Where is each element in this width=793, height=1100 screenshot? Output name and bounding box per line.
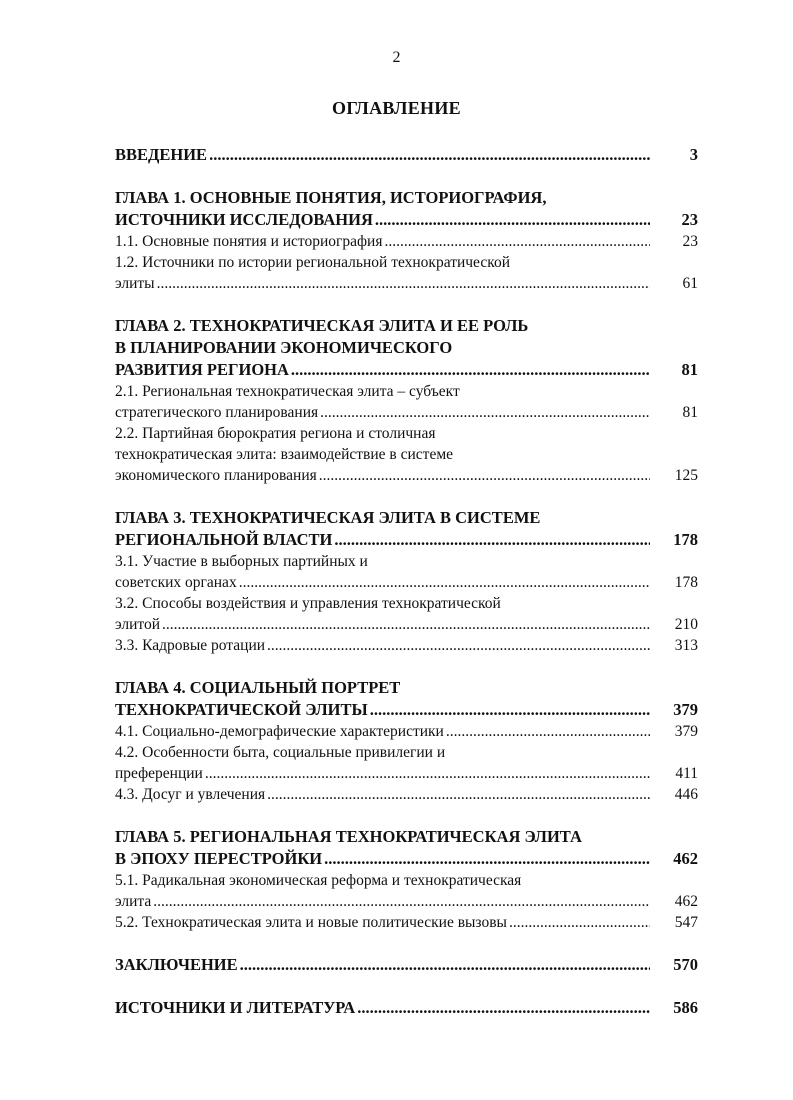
section-title-line: 4.2. Особенности быта, социальные привилегии и — [115, 744, 446, 761]
page-ref: 23 — [682, 233, 698, 250]
toc-section[interactable] — [115, 742, 698, 784]
page-ref: 462 — [673, 849, 698, 868]
dot-leader — [291, 359, 650, 381]
section-title-line: элиты — [115, 275, 155, 292]
entry-title: ИСТОЧНИКИ И ЛИТЕРАТУРА — [115, 998, 356, 1017]
section-title-line: 4.3. Досуг и увлечения — [115, 786, 266, 803]
chapter-heading[interactable] — [115, 826, 698, 870]
dot-leader — [267, 635, 650, 656]
entry-title: ЗАКЛЮЧЕНИЕ — [115, 955, 238, 974]
toc-chapter-3 — [115, 507, 698, 656]
dot-leader — [446, 721, 650, 742]
section-title-line: элитой — [115, 616, 161, 633]
dot-leader — [153, 891, 650, 912]
chapter-title-line: В ПЛАНИРОВАНИИ ЭКОНОМИЧЕСКОГО — [115, 338, 453, 357]
toc-section[interactable] — [115, 551, 698, 593]
dot-leader — [509, 912, 650, 933]
dot-leader — [157, 273, 650, 294]
section-title-line: преференции — [115, 765, 203, 782]
dot-leader — [384, 231, 650, 252]
page-ref: 379 — [674, 723, 698, 740]
chapter-heading[interactable] — [115, 507, 698, 551]
toc-chapter-4 — [115, 677, 698, 805]
page-ref: 547 — [674, 914, 698, 931]
dot-leader — [162, 614, 650, 635]
toc-section[interactable] — [115, 252, 698, 294]
chapter-heading[interactable] — [115, 187, 698, 231]
toc-section[interactable] — [115, 381, 698, 423]
page-ref: 462 — [674, 893, 698, 910]
section-title-line: 3.2. Способы воздействия и управления технократической — [115, 595, 501, 612]
table-of-contents — [115, 144, 698, 1040]
page-number: 2 — [392, 49, 401, 66]
dot-leader — [370, 699, 650, 721]
section-title-line: стратегического планирования — [115, 404, 319, 421]
section-title-line: экономического планирования — [115, 467, 317, 484]
page-ref: 178 — [674, 574, 698, 591]
section-title-line: 3.1. Участие в выборных партийных и — [115, 553, 368, 570]
page-ref: 23 — [681, 210, 698, 229]
chapter-title-line: ИСТОЧНИКИ ИССЛЕДОВАНИЯ — [115, 210, 373, 229]
section-title-line: 1.2. Источники по истории региональной технократической — [115, 254, 510, 271]
page-ref: 81 — [682, 404, 698, 421]
chapter-title-line: В ЭПОХУ ПЕРЕСТРОЙКИ — [115, 849, 323, 868]
toc-section[interactable] — [115, 721, 698, 742]
section-title-line: 2.2. Партийная бюрократия региона и столичная — [115, 425, 436, 442]
page-ref: 61 — [682, 275, 698, 292]
toc-section[interactable] — [115, 231, 698, 252]
section-title-line: технократическая элита: взаимодействие в системе — [115, 446, 454, 463]
chapter-title-line: РАЗВИТИЯ РЕГИОНА — [115, 360, 289, 379]
page-ref: 81 — [681, 360, 698, 379]
page-ref: 411 — [675, 765, 698, 782]
toc-section[interactable] — [115, 423, 698, 486]
dot-leader — [375, 209, 650, 231]
section-title-line: элита — [115, 893, 152, 910]
toc-entry-introduction[interactable] — [115, 144, 698, 166]
section-title-line: 3.3. Кадровые ротации — [115, 637, 266, 654]
toc-section[interactable] — [115, 635, 698, 656]
page-ref: 125 — [674, 467, 698, 484]
dot-leader — [267, 784, 650, 805]
page-ref: 379 — [673, 700, 698, 719]
dot-leader — [334, 529, 650, 551]
chapter-title-line: ГЛАВА 1. ОСНОВНЫЕ ПОНЯТИЯ, ИСТОРИОГРАФИЯ, — [115, 188, 547, 207]
toc-section[interactable] — [115, 593, 698, 635]
page-ref: 313 — [674, 637, 698, 654]
chapter-title-line: ГЛАВА 5. РЕГИОНАЛЬНАЯ ТЕХНОКРАТИЧЕСКАЯ ЭЛИТА — [115, 827, 582, 846]
dot-leader — [319, 465, 650, 486]
section-title-line: советских органах — [115, 574, 237, 591]
toc-section[interactable] — [115, 870, 698, 912]
dot-leader — [240, 954, 650, 976]
page-ref: 586 — [673, 998, 698, 1017]
section-title-line: 5.2. Технократическая элита и новые политические вызовы — [115, 914, 507, 931]
page-title: ОГЛАВЛЕНИЕ — [332, 98, 461, 118]
chapter-title-line: ГЛАВА 2. ТЕХНОКРАТИЧЕСКАЯ ЭЛИТА И ЕЕ РОЛЬ — [115, 316, 529, 335]
toc-chapter-1 — [115, 187, 698, 294]
toc-chapter-5 — [115, 826, 698, 933]
toc-chapter-2 — [115, 315, 698, 486]
chapter-heading[interactable] — [115, 677, 698, 721]
page-ref: 178 — [673, 530, 698, 549]
dot-leader — [209, 144, 650, 166]
section-title-line: 5.1. Радикальная экономическая реформа и технократическая — [115, 872, 522, 889]
section-title-line: 4.1. Социально-демографические характеристики — [115, 723, 444, 740]
dot-leader — [239, 572, 650, 593]
dot-leader — [324, 848, 650, 870]
chapter-title-line: РЕГИОНАЛЬНОЙ ВЛАСТИ — [115, 530, 333, 549]
toc-entry-conclusion[interactable] — [115, 954, 698, 976]
section-title-line: 1.1. Основные понятия и историография — [115, 233, 383, 250]
page-ref: 570 — [673, 955, 698, 974]
chapter-heading[interactable] — [115, 315, 698, 381]
toc-entry-sources[interactable] — [115, 997, 698, 1019]
page-ref: 446 — [674, 786, 698, 803]
dot-leader — [357, 997, 650, 1019]
section-title-line: 2.1. Региональная технократическая элита – субъект — [115, 383, 460, 400]
page-ref: 210 — [674, 616, 698, 633]
chapter-title-line: ТЕХНОКРАТИЧЕСКОЙ ЭЛИТЫ — [115, 700, 368, 719]
dot-leader — [320, 402, 650, 423]
page-ref: 3 — [689, 145, 698, 164]
dot-leader — [205, 763, 650, 784]
toc-section[interactable] — [115, 784, 698, 805]
chapter-title-line: ГЛАВА 3. ТЕХНОКРАТИЧЕСКАЯ ЭЛИТА В СИСТЕМЕ — [115, 508, 541, 527]
toc-section[interactable] — [115, 912, 698, 933]
chapter-title-line: ГЛАВА 4. СОЦИАЛЬНЫЙ ПОРТРЕТ — [115, 678, 401, 697]
entry-title: ВВЕДЕНИЕ — [115, 145, 208, 164]
